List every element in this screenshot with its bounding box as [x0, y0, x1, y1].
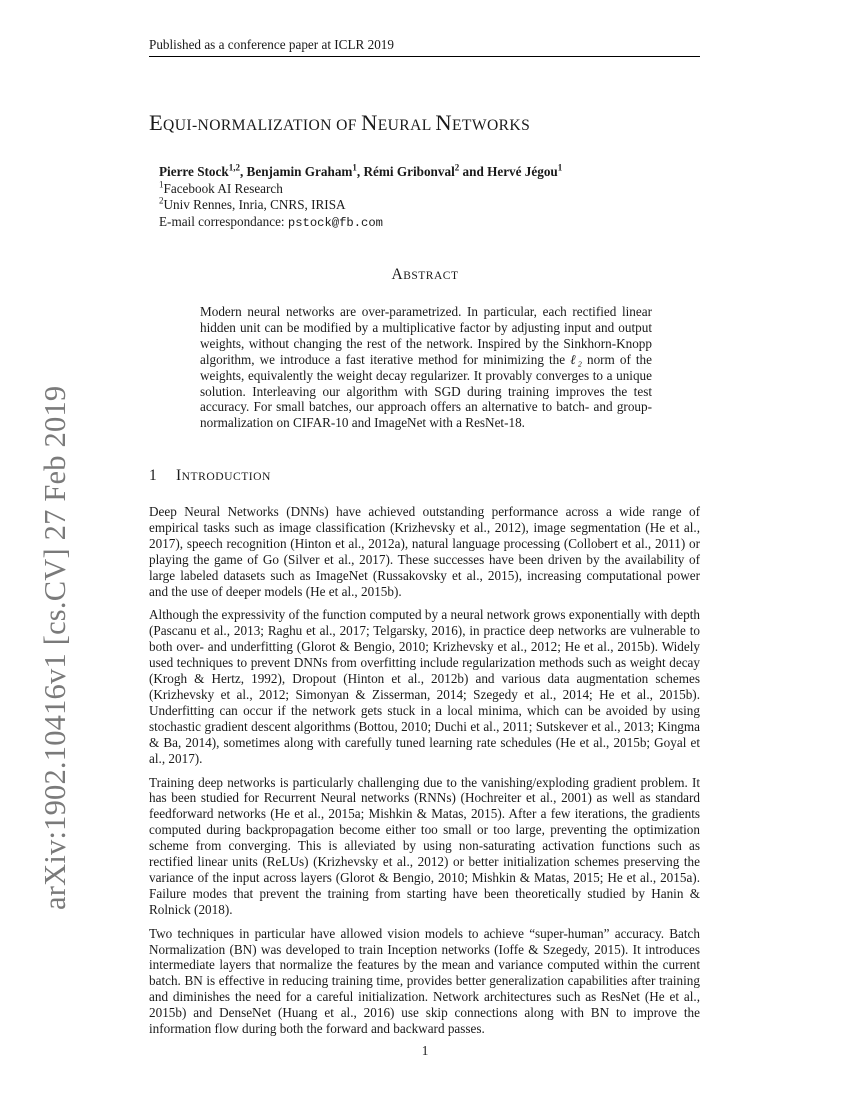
- affiliation-1: [159, 181, 719, 198]
- author-1: Pierre Stock: [159, 164, 229, 179]
- arxiv-identifier: arXiv:1902.10416v1 [cs.CV] 27 Feb 2019: [38, 385, 72, 910]
- title-cap-2: N: [361, 110, 378, 135]
- abstract-heading-cap: A: [391, 266, 404, 283]
- author-2: Benjamin Graham: [246, 164, 353, 179]
- header-rule: [149, 56, 700, 57]
- title-cap-3: N: [435, 110, 452, 135]
- abstract-heading: [0, 266, 850, 284]
- running-header: Published as a conference paper at ICLR 2019: [149, 37, 394, 52]
- author-block: [159, 164, 719, 230]
- title-rest-3: ETWORKS: [451, 117, 531, 134]
- author-3-affiliation: 2: [454, 162, 460, 173]
- affiliation-1-name: Facebook AI Research: [163, 180, 283, 196]
- paragraph: Although the expressivity of the function computed by a neural network grows exponentially with depth (Pascanu et al., 2013; Raghu et al., 2017; Telgarsky, 2016), in practice deep networks are vulnerable to both over- and underfitting (Glorot & Bengio, 2010; Krizhevsky et al., 2012; He et al., 2015b). Widely used techniques to prevent DNNs from overfitting include regularization methods such as weight decay (Krogh & Hertz, 1992), Dropout (Hinton et al., 2012b) and various data augmentation schemes (Krizhevsky et al., 2012; Simonyan & Zisserman, 2014; Szegedy et al., 2014; He et al., 2015b). Underfitting can occur if the network gets stuck in a local minima, which can be avoided by using stochastic gradient descent algorithms (Bottou, 2010; Duchi et al., 2011; Sutskever et al., 2013; Kingma & Ba, 2014), sometimes along with carefully tuned learning rate schedules (He et al., 2015b; Goyal et al., 2017).: [149, 607, 700, 766]
- paragraph: Training deep networks is particularly challenging due to the vanishing/exploding gradient problem. It has been studied for Recurrent Neural networks (RNNs) (Hochreiter et al., 2001) as well as standard feedforward networks (He et al., 2015a; Mishkin & Matas, 2015). After a few iterations, the gradients computed during backpropagation become either too small or too large, preventing the optimization scheme from converging. This is alleviated by using non-saturating activation functions such as rectified linear units (ReLUs) (Krizhevsky et al., 2012) or better initialization schemes preserving the variance of the input across layers (Glorot & Bengio, 2010; Mishkin & Matas, 2015; He et al., 2015a). Failure modes that prevent the training from starting have been theoretically studied by Hanin & Rolnick (2018).: [149, 774, 700, 917]
- paragraph: Deep Neural Networks (DNNs) have achieved outstanding performance across a wide range of empirical tasks such as image classification (Krizhevsky et al., 2012), image segmentation (He et al., 2017), speech recognition (Hinton et al., 2012a), natural language processing (Collobert et al., 2011) or playing the game of Go (Silver et al., 2017). These successes have been driven by the availability of large labeled datasets such as ImageNet (Russakovsky et al., 2015), increasing computational power and the use of deeper models (He et al., 2015b).: [149, 504, 700, 599]
- author-names: Pierre Stock$^{1,2}$, Benjamin Graham$^1$, Rémi Gribonval$^2$ and Hervé Jégou$^1$: [159, 162, 563, 179]
- title-cap-1: E: [149, 110, 164, 135]
- abstract-part-2: norm of the weights, equivalently the weight decay regularizer. It provably converges to a unique solution. Interleaving our algorithm with SGD during training improves the test accuracy. For small batches, our approach offers an alternative to batch- and group- normalization on CIFAR-10 and ImageNet with a ResNet-18.: [200, 351, 652, 431]
- page-number: 1: [421, 1043, 429, 1058]
- affiliation-1-number: 1: [159, 179, 164, 190]
- abstract-part-1: Modern neural networks are over-parametrized. In particular, each rectified linear hidden unit can be modified by a multiplicative factor by adjusting input and output weights, without changing the rest of the network. Inspired by the Sinkhorn-Knopp algorithm, we introduce a fast iterative method for minimizing the: [200, 304, 652, 367]
- section-heading-introduction: [149, 467, 549, 485]
- author-4-affiliation: 1: [557, 162, 563, 173]
- title-rest-2: EURAL: [377, 117, 436, 134]
- affiliation-2: [159, 197, 719, 214]
- author-1-affiliation: 1,2: [228, 162, 240, 173]
- introduction-body: [149, 504, 700, 1045]
- l2-norm-symbol: ℓ₂: [570, 351, 582, 367]
- author-2-affiliation: 1: [352, 162, 357, 173]
- email-address[interactable]: pstock@fb.com: [287, 215, 383, 230]
- title-rest-1: QUI-NORMALIZATION OF: [163, 117, 362, 134]
- email-label: E-mail correspondance:: [159, 213, 285, 229]
- author-3: Rémi Gribonval: [363, 164, 455, 179]
- abstract-heading-rest: BSTRACT: [403, 270, 459, 282]
- section-title-rest: NTRODUCTION: [181, 470, 271, 483]
- paper-title: [149, 109, 749, 140]
- section-number: 1: [149, 467, 158, 484]
- affiliation-2-name: Univ Rennes, Inria, CNRS, IRISA: [163, 197, 346, 212]
- affiliation-2-number: 2: [159, 195, 164, 206]
- abstract-text: [200, 304, 652, 431]
- email-line: [159, 214, 719, 231]
- section-title-cap: I: [176, 467, 182, 484]
- paragraph: Two techniques in particular have allowed vision models to achieve “super-human” accuracy. Batch Normalization (BN) was developed to train Inception networks (Ioffe & Szegedy, 2015). It introduces intermediate layers that normalize the features by the mean and variance computed within the current batch. BN is effective in reducing training time, provides better generalization capabilities after training and diminishes the need for a careful initialization. Network architectures such as ResNet (He et al., 2015b) and DenseNet (Huang et al., 2016) use skip connections along with BN to improve the information flow during both the forward and backward passes.: [149, 925, 700, 1037]
- author-4: Hervé Jégou: [487, 164, 558, 179]
